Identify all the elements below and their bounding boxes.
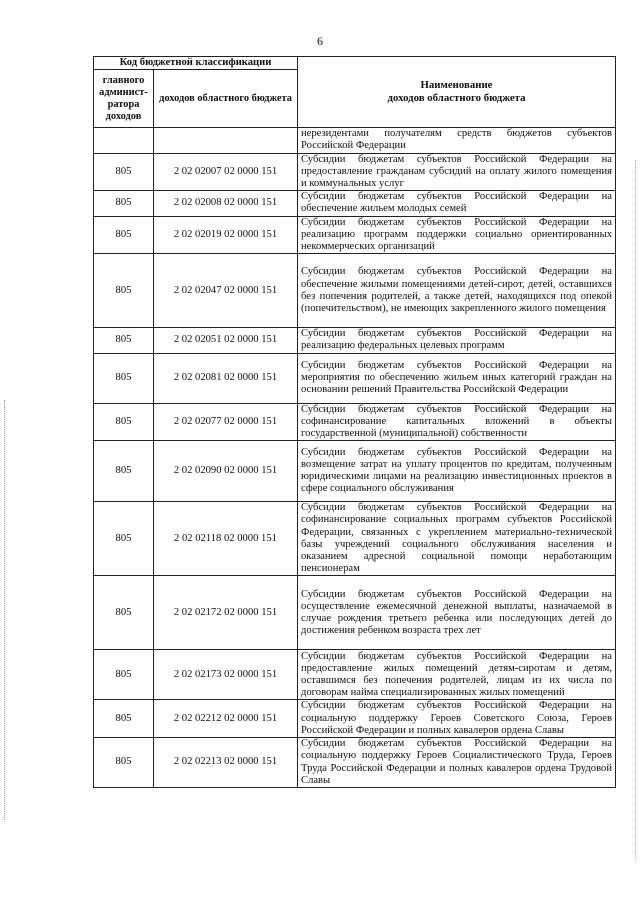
header-budget-classification-code: Код бюджетной классификации bbox=[94, 57, 298, 70]
admin-code-cell: 805 bbox=[94, 502, 154, 576]
revenue-code-cell: 2 02 02051 02 0000 151 bbox=[154, 328, 298, 353]
header-revenue-name-line2: доходов областного бюджета bbox=[387, 92, 526, 105]
admin-code-cell: 805 bbox=[94, 328, 154, 353]
revenue-name-cell: Субсидии бюджетам субъектов Российской Федерации на социальную поддержку Героев Социалистического Труда, Героев Труда Российской Федерации и полных кавалеров ордена Трудовой Славы bbox=[298, 738, 616, 788]
continuation-text: нерезидентами получателям средств бюджетов субъектов Российской Федерации bbox=[298, 128, 616, 153]
revenue-name-cell: Субсидии бюджетам субъектов Российской Федерации на предоставление жилых помещений детям-сиротам и детям, оставшимся без попечения родителей, лицам из их числа по договорам найма специализированных жилых помещений bbox=[298, 650, 616, 700]
revenue-code-cell: 2 02 02007 02 0000 151 bbox=[154, 153, 298, 191]
admin-code-cell: 805 bbox=[94, 441, 154, 502]
table-row bbox=[94, 502, 616, 576]
admin-code-cell: 805 bbox=[94, 650, 154, 700]
admin-code-cell: 805 bbox=[94, 191, 154, 216]
revenue-name-cell: Субсидии бюджетам субъектов Российской Федерации на реализацию программ поддержки социально ориентированных некоммерческих организаций bbox=[298, 216, 616, 254]
table-row bbox=[94, 403, 616, 441]
admin-code-cell: 805 bbox=[94, 254, 154, 328]
table-row bbox=[94, 254, 616, 328]
revenue-name-cell: Субсидии бюджетам субъектов Российской Федерации на предоставление гражданам субсидий на оплату жилого помещения и коммунальных услуг bbox=[298, 153, 616, 191]
table-row bbox=[94, 328, 616, 353]
header-chief-administrator: главного админист-ратора доходов bbox=[94, 70, 154, 128]
revenue-code-cell: 2 02 02077 02 0000 151 bbox=[154, 403, 298, 441]
revenue-name-cell: Субсидии бюджетам субъектов Российской Федерации на софинансирование социальных программ субъектов Российской Федерации, связанных с укреплением материально-технической базы учреждений социального обслуживания населения и оказанием адресной социальной помощи неработающим пенсионерам bbox=[298, 502, 616, 576]
header-regional-revenue-code: доходов областного бюджета bbox=[154, 70, 298, 128]
revenue-code-cell: 2 02 02090 02 0000 151 bbox=[154, 441, 298, 502]
revenue-code-cell: 2 02 02212 02 0000 151 bbox=[154, 700, 298, 738]
revenue-code-cell: 2 02 02213 02 0000 151 bbox=[154, 738, 298, 788]
table-row bbox=[94, 153, 616, 191]
admin-code-cell: 805 bbox=[94, 738, 154, 788]
continuation-row bbox=[94, 128, 616, 153]
revenue-name-cell: Субсидии бюджетам субъектов Российской Федерации на социальную поддержку Героев Советского Союза, Героев Российской Федерации и полных кавалеров ордена Славы bbox=[298, 700, 616, 738]
table-row bbox=[94, 191, 616, 216]
revenue-code-cell: 2 02 02019 02 0000 151 bbox=[154, 216, 298, 254]
revenue-name-cell: Субсидии бюджетам субъектов Российской Федерации на возмещение затрат на уплату процентов по кредитам, полученным юридическими лицами на реализацию инвестиционных проектов в сфере социального обслуживания bbox=[298, 441, 616, 502]
revenue-code-cell: 2 02 02047 02 0000 151 bbox=[154, 254, 298, 328]
revenue-name-cell: Субсидии бюджетам субъектов Российской Федерации на осуществление ежемесячной денежной выплаты, назначаемой в случае рождения третьего ребенка или последующих детей до достижения ребенком возраста трех лет bbox=[298, 576, 616, 650]
continuation-admin-cell bbox=[94, 128, 154, 153]
admin-code-cell: 805 bbox=[94, 576, 154, 650]
table-row bbox=[94, 700, 616, 738]
table-row bbox=[94, 650, 616, 700]
table-row bbox=[94, 216, 616, 254]
admin-code-cell: 805 bbox=[94, 216, 154, 254]
continuation-code-cell bbox=[154, 128, 298, 153]
table-row bbox=[94, 738, 616, 788]
table-body bbox=[94, 128, 616, 788]
header-revenue-name bbox=[298, 57, 616, 128]
table-row bbox=[94, 576, 616, 650]
revenue-code-cell: 2 02 02008 02 0000 151 bbox=[154, 191, 298, 216]
admin-code-cell: 805 bbox=[94, 153, 154, 191]
page-number: 6 bbox=[317, 34, 323, 48]
revenue-name-cell: Субсидии бюджетам субъектов Российской Федерации на мероприятия по обеспечению жильем иных категорий граждан на основании решений Правительства Российской Федерации bbox=[298, 353, 616, 403]
admin-code-cell: 805 bbox=[94, 700, 154, 738]
revenue-code-cell: 2 02 02081 02 0000 151 bbox=[154, 353, 298, 403]
revenue-code-cell: 2 02 02118 02 0000 151 bbox=[154, 502, 298, 576]
revenue-code-cell: 2 02 02172 02 0000 151 bbox=[154, 576, 298, 650]
admin-code-cell: 805 bbox=[94, 353, 154, 403]
table-row bbox=[94, 441, 616, 502]
scan-edge-right bbox=[635, 160, 637, 860]
table-row bbox=[94, 353, 616, 403]
revenue-name-cell: Субсидии бюджетам субъектов Российской Федерации на обеспечение жильем молодых семей bbox=[298, 191, 616, 216]
revenue-name-cell: Субсидии бюджетам субъектов Российской Федерации на софинансирование капитальных вложений в объекты государственной (муниципальной) собственности bbox=[298, 403, 616, 441]
table-header bbox=[94, 57, 616, 128]
revenue-code-cell: 2 02 02173 02 0000 151 bbox=[154, 650, 298, 700]
revenue-name-cell: Субсидии бюджетам субъектов Российской Федерации на реализацию федеральных целевых программ bbox=[298, 328, 616, 353]
admin-code-cell: 805 bbox=[94, 403, 154, 441]
header-revenue-name-line1: Наименование bbox=[420, 79, 493, 92]
revenue-name-cell: Субсидии бюджетам субъектов Российской Федерации на обеспечение жилыми помещениями детей-сирот, детей, оставшихся без попечения родителей, а также детей, находящихся под опекой (попечительством), не имеющих закрепленного жилого помещения bbox=[298, 254, 616, 328]
budget-classification-table bbox=[93, 56, 616, 788]
scan-edge-left bbox=[4, 400, 6, 820]
